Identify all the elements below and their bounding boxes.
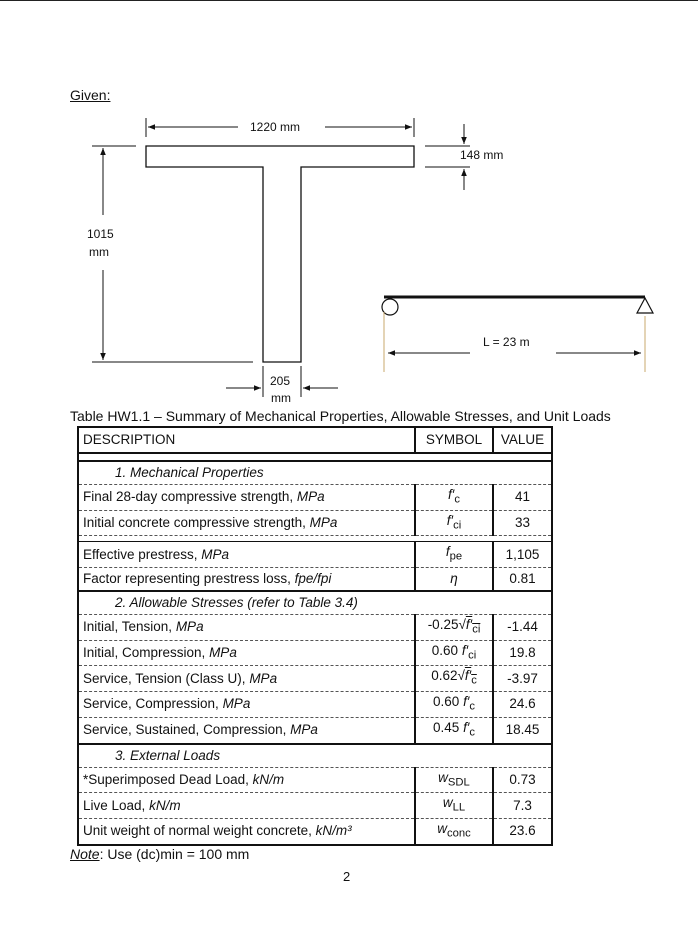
given-heading: Given: — [70, 87, 111, 103]
table-row — [78, 767, 552, 793]
row-description: Live Load, — [83, 797, 150, 813]
row-value: 23.6 — [509, 823, 536, 839]
table-caption: Table HW1.1 – Summary of Mechanical Properties, Allowable Stresses, and Unit Loads — [70, 408, 611, 424]
note — [70, 846, 249, 862]
row-unit: MPa — [222, 696, 251, 712]
row-value: 18.45 — [493, 717, 552, 743]
section-external-title: 3. External Loads — [78, 744, 552, 768]
row-description: Service, Compression, — [83, 696, 223, 712]
row-value: 24.6 — [493, 692, 552, 718]
symbol-coef: 0.60 — [433, 694, 460, 710]
row-unit: MPa — [290, 722, 318, 738]
row-description: Effective prestress, — [83, 546, 202, 562]
row-description: Initial, Tension, — [83, 619, 176, 635]
row-unit: MPa — [209, 645, 237, 661]
symbol-wsdl: $w_{SDL}$ — [415, 767, 493, 793]
table-row — [78, 485, 552, 511]
table-row — [78, 692, 552, 718]
symbol-eta: η — [450, 571, 458, 587]
table-header-row — [78, 427, 552, 453]
table-row — [78, 818, 552, 844]
row-value: 0.73 — [493, 767, 552, 793]
row-unit: MPa — [175, 619, 204, 635]
symbol-wll: $w_{LL}$ — [415, 793, 493, 819]
section-allowable — [78, 591, 552, 615]
page-number: 2 — [343, 869, 351, 884]
t-section-outline — [146, 146, 414, 362]
row-value: -3.97 — [493, 666, 552, 692]
section-mechanical — [78, 461, 552, 485]
row-value: 33 — [493, 510, 552, 536]
span-label: L = 23 m — [483, 335, 530, 349]
symbol-fc: $f'_c$ — [415, 485, 493, 511]
row-value: 0.81 — [493, 568, 552, 592]
web-label-unit: mm — [271, 391, 291, 405]
row-value: -1.44 — [493, 615, 552, 641]
header-description: DESCRIPTION — [78, 427, 415, 453]
flange-width-label: 1220 mm — [250, 120, 301, 134]
section-mechanical-title: 1. Mechanical Properties — [78, 461, 552, 485]
section-external — [78, 744, 552, 768]
row-unit: kN/m³ — [315, 823, 352, 839]
row-description: Initial concrete compressive strength, — [83, 515, 310, 531]
row-description: Unit weight of normal weight concrete, — [83, 823, 316, 839]
table-row — [78, 568, 552, 592]
row-description: Factor representing prestress loss, — [83, 571, 295, 587]
row-unit: kN/m — [252, 771, 285, 787]
fc-symbol: $f'_c$ — [463, 694, 475, 713]
row-value: 1,105 — [493, 542, 552, 568]
sqrt-fci-symbol: $√f'_{ci}$ — [458, 617, 481, 636]
note-label: Note — [70, 846, 100, 862]
row-unit: MPa — [201, 546, 230, 562]
row-value: 7.3 — [493, 793, 552, 819]
row-unit: MPa — [249, 670, 278, 686]
row-description: Service, Sustained, Compression, — [83, 722, 291, 738]
symbol-fci: $f'_{ci}$ — [415, 510, 493, 536]
row-description: Initial, Compression, — [83, 645, 210, 661]
symbol-wconc: $w_{conc}$ — [415, 818, 493, 844]
fc-symbol: $f'_c$ — [463, 719, 475, 739]
table-row — [78, 615, 552, 641]
table-row — [78, 542, 552, 568]
row-description: *Superimposed Dead Load, — [83, 771, 253, 787]
table-row — [78, 510, 552, 536]
symbol-coef: -0.25 — [427, 617, 459, 633]
symbol-coef: 0.60 — [431, 642, 459, 658]
flange-thickness-label: 148 mm — [460, 148, 504, 162]
sqrt-fc-symbol: $√f'_c$ — [457, 668, 477, 688]
properties-table — [77, 426, 553, 846]
header-value: VALUE — [493, 427, 552, 453]
symbol-fpe: $f_{pe}$ — [415, 542, 493, 568]
row-description: Service, Tension (Class U), — [83, 670, 250, 686]
web-label-value: 205 — [270, 374, 291, 388]
symbol-coef: 0.45 — [433, 719, 460, 735]
roller-support — [637, 298, 653, 313]
table-row — [78, 640, 552, 666]
row-value: 19.8 — [493, 640, 552, 666]
row-unit: MPa — [309, 515, 338, 531]
t-beam-figure — [0, 0, 698, 408]
depth-label-unit: mm — [89, 245, 109, 259]
note-text: : Use (dc)min = 100 mm — [99, 846, 250, 862]
header-symbol: SYMBOL — [415, 427, 493, 453]
table-row — [78, 793, 552, 819]
depth-label-value: 1015 — [87, 227, 114, 241]
symbol-coef: 0.62 — [431, 668, 458, 684]
row-unit: MPa — [296, 489, 325, 505]
row-description: Final 28-day compressive strength, — [83, 489, 297, 505]
row-value: 41 — [493, 485, 552, 511]
table-row — [78, 717, 552, 743]
row-unit: kN/m — [149, 797, 181, 813]
fci-symbol: $f'_{ci}$ — [461, 642, 477, 662]
table-row — [78, 666, 552, 692]
section-allowable-title: 2. Allowable Stresses (refer to Table 3.4) — [78, 591, 552, 615]
row-unit: fpe/fpi — [294, 571, 332, 587]
